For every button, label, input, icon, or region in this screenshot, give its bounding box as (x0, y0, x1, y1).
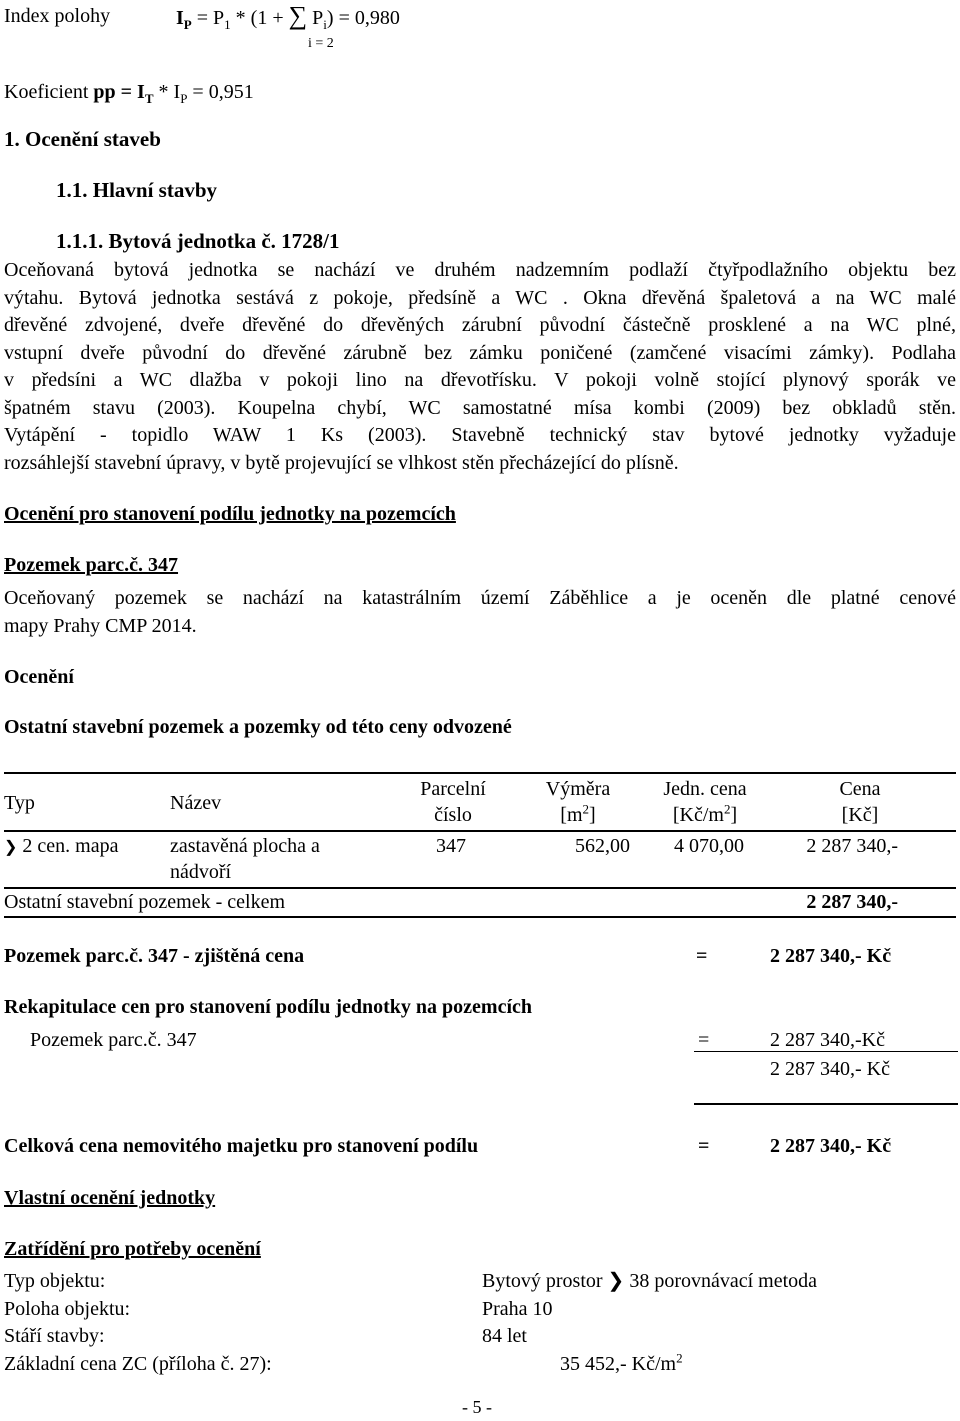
poloha-objektu-label: Poloha objektu: (4, 1298, 131, 1320)
description-line: v předsíni a WC dlažba v pokoji lino na dřevotřísku. V pokoji volně stojící plynový sporák ve (4, 369, 956, 391)
zjistena-cena-value: 2 287 340,- Kč (770, 945, 892, 967)
row-parcelni: 347 (436, 835, 466, 857)
rekapitulace-item-eq: = (698, 1029, 710, 1051)
description-line: vstupní dveře původní do dřevěné zárubně bez zámku poničené (zamčené visacími zámky). Podlaha (4, 341, 956, 364)
koeficient-line: Koeficient pp = $I_T * I_P = 0,951$ (4, 81, 254, 106)
description-line: rozsáhlejší stavební úpravy, v bytě projevující se vlhkost stěn přecházející do plísně. (4, 451, 679, 474)
zjistena-cena-label: Pozemek parc.č. 347 - zjištěná cena (4, 945, 305, 967)
sum-lower-bound: i = 2 (308, 36, 334, 51)
index-polohy-label: Index polohy (4, 5, 111, 27)
section-heading-1-1: 1.1. Hlavní stavby (56, 178, 218, 202)
table-top-rule (4, 772, 956, 774)
typ-objektu-value: Bytový prostor ❯ 38 porovnávací metoda (482, 1270, 818, 1292)
description-line: Vytápění - topidlo WAW 1 Ks (2003). Stavebně technický stav bytové jednotky vyžaduje (4, 424, 956, 446)
vlastni-oceneni-heading: Vlastní ocenění jednotky (4, 1187, 216, 1209)
row-jedn-cena: 4 070,00 (674, 835, 744, 857)
celkova-cena-eq: = (698, 1135, 710, 1157)
rekapitulace-sum-value: 2 287 340,- Kč (770, 1058, 890, 1080)
oceneni-heading: Ocenění (4, 666, 74, 688)
parcel-heading: Pozemek parc.č. 347 (4, 554, 179, 576)
bullet-icon: ❯ (4, 839, 18, 856)
col-header-typ: Typ (4, 792, 35, 814)
section-heading-1: 1. Ocenění staveb (4, 127, 161, 151)
rekapitulace-item-label: Pozemek parc.č. 347 (30, 1029, 197, 1051)
celkova-cena-value: 2 287 340,- Kč (770, 1135, 892, 1157)
col-header-parcelni: Parcelní číslo (420, 778, 486, 826)
stari-stavby-label: Stáří stavby: (4, 1325, 105, 1347)
rekapitulace-heading: Rekapitulace cen pro stanovení podílu jednotky na pozemcích (4, 996, 532, 1018)
rekapitulace-sum-rule (694, 1103, 958, 1105)
table-total-label: Ostatní stavební pozemek - celkem (4, 891, 286, 913)
col-header-jedn-cena: Jedn. cena $[Kč/m^2]$ (663, 778, 747, 826)
row-nazev: zastavěná plocha a nádvoří (170, 835, 320, 883)
unit-description (4, 257, 956, 477)
sum-symbol: ∑ (288, 1, 308, 30)
col-header-nazev: Název (170, 792, 222, 814)
rekapitulace-item-rule (694, 1051, 958, 1052)
section-heading-1-1-1: 1.1.1. Bytová jednotka č. 1728/1 (56, 229, 340, 253)
land-heading: Ocenění pro stanovení podílu jednotky na pozemcích (4, 503, 456, 525)
table-header-rule (4, 830, 956, 832)
celkova-cena-label: Celková cena nemovitého majetku pro stanovení podílu (4, 1135, 479, 1157)
col-header-cena: Cena [Kč] (839, 778, 881, 826)
row-vymera: 562,00 (575, 835, 630, 857)
description-line: Oceňovaná bytová jednotka se nachází ve druhém nadzemním podlaží čtyřpodlažního objektu bez (4, 259, 956, 281)
zakladni-cena-label: Základní cena ZC (příloha č. 27): (4, 1353, 272, 1375)
zakladni-cena-value: 35 452,- $Kč/m^2$ (560, 1350, 683, 1375)
zjistena-cena-eq: = (696, 945, 708, 967)
description-line: dřevěné zdvojené, dveře dřevěné do dřevěných zárubní původní částečně prosklené a na WC plné, (4, 314, 956, 336)
zatrideni-heading: Zatřídění pro potřeby ocenění (4, 1238, 261, 1260)
index-polohy-formula: $I_P = P_1 * (1$ + ∑ $P_i) = 0,980$ (176, 1, 400, 32)
poloha-objektu-value: Praha 10 (482, 1298, 553, 1320)
row-cena: 2 287 340,- (806, 835, 898, 857)
col-header-vymera: Výměra $[m^2]$ (545, 778, 611, 826)
stari-stavby-value: 84 let (482, 1325, 527, 1347)
description-line: výtahu. Bytová jednotka sestává z pokoje, předsíně a WC . Okna dřevěná špaletová a na WC malé (4, 286, 956, 309)
page-number: - 5 - (462, 1397, 492, 1417)
parcel-description: Oceňovaný pozemek se nachází na katastrálním území Záběhlice a je oceněn dle platné cenové mapy Prahy CMP 2014. (4, 587, 956, 637)
table-total-value: 2 287 340,- (806, 891, 898, 913)
table-bottom-rule (4, 916, 956, 918)
rekapitulace-item-value: 2 287 340,-Kč (770, 1029, 885, 1051)
description-line: špatném stavu (2003). Koupelna chybí, WC samostatné mísa kombi (2009) bez obkladů stěn. (4, 396, 956, 419)
typ-objektu-label: Typ objektu: (4, 1270, 106, 1292)
ostatni-pozemek-heading: Ostatní stavební pozemek a pozemky od této ceny odvozené (4, 716, 512, 738)
